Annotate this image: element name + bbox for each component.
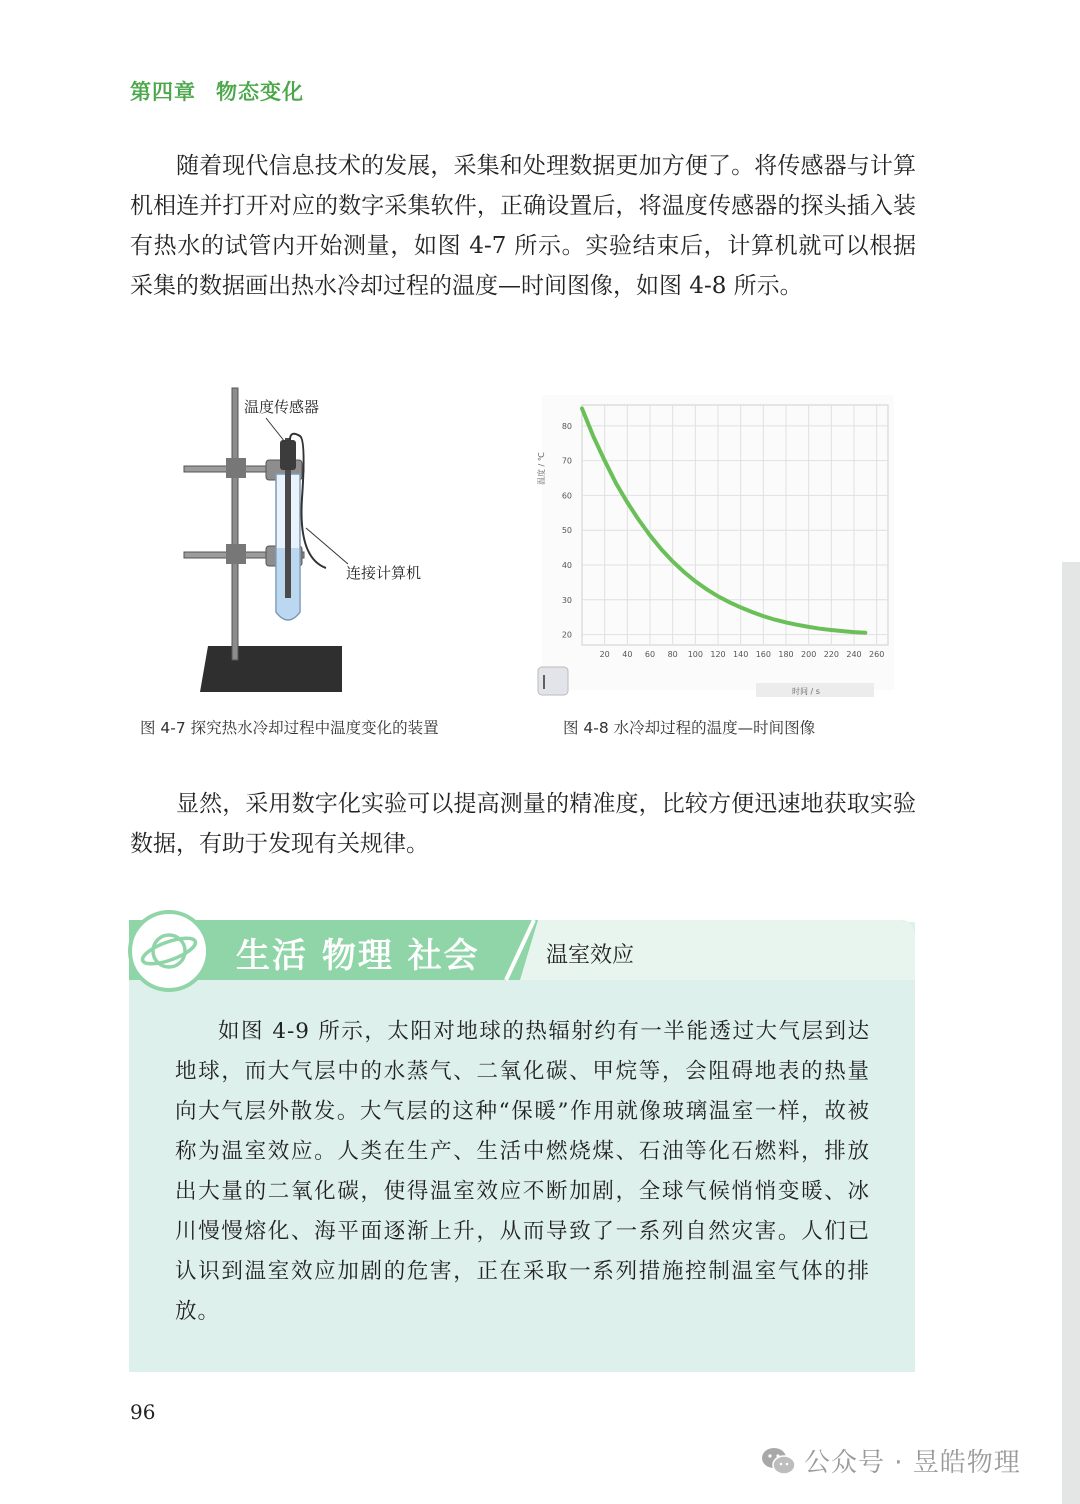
chapter-header <box>130 76 304 106</box>
chapter-title: 物态变化 <box>216 80 304 104</box>
x-tick-label: 160 <box>755 650 771 659</box>
feature-box-subtitle: 温室效应 <box>546 943 635 968</box>
x-tick-label: 260 <box>869 650 885 659</box>
y-tick-label: 30 <box>561 595 572 605</box>
lower-clamp-boss <box>226 544 246 564</box>
y-tick-label: 50 <box>561 526 572 536</box>
y-tick-label: 60 <box>561 491 572 501</box>
x-tick-label: 180 <box>778 650 794 659</box>
cooling-chart <box>530 395 900 705</box>
computer-label: 连接计算机 <box>346 564 422 582</box>
planet-badge <box>128 910 210 992</box>
intro-paragraph <box>130 146 916 306</box>
x-tick-label: 60 <box>644 650 656 659</box>
chart-icon[interactable] <box>538 667 568 695</box>
page-number: 96 <box>130 1400 156 1424</box>
x-tick-label: 100 <box>687 650 703 659</box>
x-axis-label: 时间 / s <box>792 687 820 696</box>
stand-rod <box>232 388 238 660</box>
paragraph-text: 随着现代信息技术的发展，采集和处理数据更加方便了。将传感器与计算机相连并打开对应的数字采集软件，正确设置后，将温度传感器的探头插入装有热水的试管内开始测量，如图 4-7 所示。实验结束后，计算机就可以根据采集的数据画出热水冷却过程的温度—时间图像，如图 4-8 所示。 <box>130 153 916 299</box>
paragraph-text: 显然，采用数字化实验可以提高测量的精准度，比较方便迅速地获取实验数据，有助于发现有关规律。 <box>130 791 916 857</box>
y-tick-label: 20 <box>561 630 572 640</box>
y-tick-label: 70 <box>561 456 572 466</box>
chapter-number: 第四章 <box>130 80 196 104</box>
feature-box-text: 如图 4-9 所示，太阳对地球的热辐射约有一半能透过大气层到达地球，而大气层中的水蒸气、二氧化碳、甲烷等，会阻碍地表的热量向大气层外散发。大气层的这种“保暖”作用就像玻璃温室一样，故被称为温室效应。人类在生产、生活中燃烧煤、石油等化石燃料，排放出大量的二氧化碳，使得温室效应不断加剧，全球气候悄悄变暖、冰川慢慢熔化、海平面逐渐上升，从而导致了一系列自然灾害。人们已认识到温室效应加剧的危害，正在采取一系列措施控制温室气体的排放。 <box>175 1019 870 1324</box>
sensor-handle <box>280 440 296 470</box>
apparatus-figure <box>140 378 520 698</box>
header-divider <box>500 918 540 982</box>
figure2-caption: 图 4-8 水冷却过程的温度—时间图像 <box>563 719 816 737</box>
y-tick-label: 40 <box>561 561 572 570</box>
page-edge-bar <box>1062 562 1080 1504</box>
x-tick-label: 120 <box>710 650 726 659</box>
feature-box-title: 生活 物理 社会 <box>236 936 480 976</box>
sensor-leader-line <box>266 418 285 442</box>
planet-icon <box>132 914 206 988</box>
sensor-label: 温度传感器 <box>244 398 320 416</box>
y-tick-label: 80 <box>561 421 572 431</box>
x-tick-label: 220 <box>823 650 839 659</box>
x-tick-label: 20 <box>599 650 610 659</box>
x-tick-label: 140 <box>733 650 749 659</box>
x-tick-label: 40 <box>622 650 633 659</box>
x-tick-label: 80 <box>667 650 678 659</box>
conclusion-paragraph <box>130 784 916 864</box>
x-tick-label: 240 <box>846 650 862 659</box>
figure1-caption: 图 4-7 探究热水冷却过程中温度变化的装置 <box>140 719 439 737</box>
stand-base <box>200 646 342 692</box>
x-tick-label: 200 <box>801 650 817 659</box>
upper-clamp-boss <box>226 458 246 478</box>
y-axis-label: 温度 / ℃ <box>537 452 546 485</box>
watermark-text: 公众号 · 昱皓物理 <box>804 1448 1021 1478</box>
watermark <box>760 1442 1021 1479</box>
wechat-icon <box>760 1446 796 1476</box>
